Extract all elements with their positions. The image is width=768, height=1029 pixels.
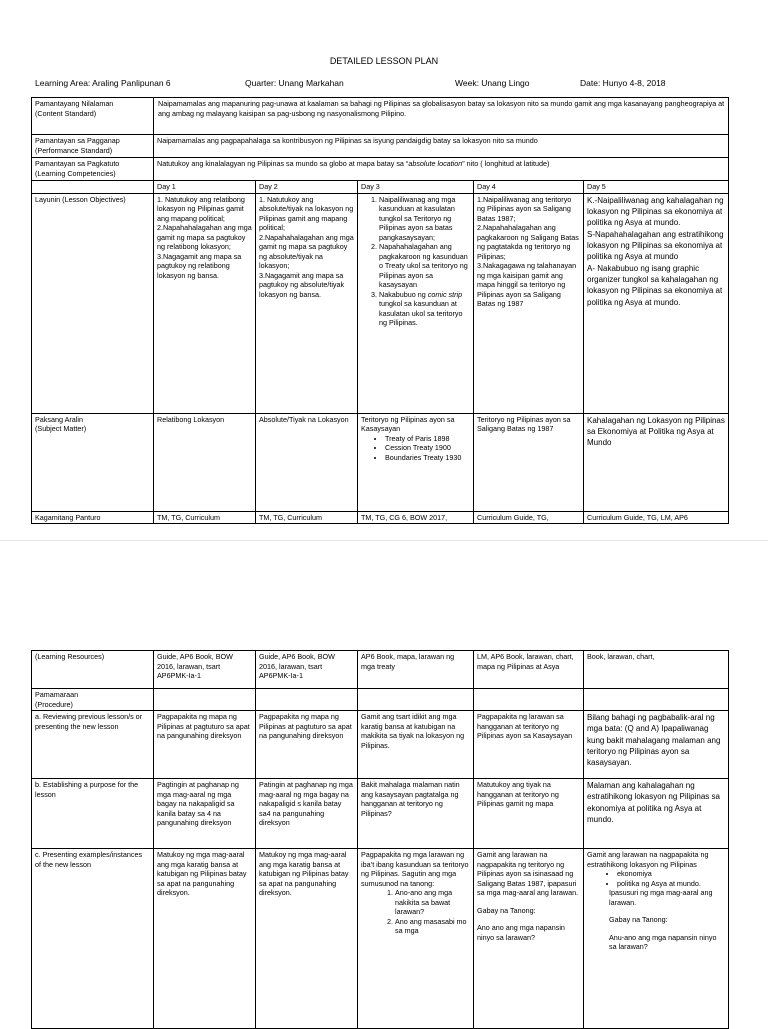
blank-cell — [32, 181, 154, 194]
objectives-day-5: K.-Naipaliliwanag ang kahalagahan ng lokasyon ng Pilipinas sa ekonomiya at politika ng Asya at mundo. S-Napahahalagahan ang estratihikong lokasyon ng Pilipinas sa ekonomiya at politika ng Asya at mundo A- Nakabubuo ng isang graphic organizer tungkol sa kahalagahan ng lokasyon ng Pilipinas sa ekonomiya at politika ng Asya at mundo. — [584, 193, 729, 413]
purpose-day-1: Pagtingin at paghanap ng mga mag-aaral ng mga bagay na nakapaligid sa kanila batay sa 4 na pangunahing direksyon — [154, 779, 256, 849]
presenting-day-4 — [474, 849, 584, 1029]
day-header-1: Day 1 — [154, 181, 256, 194]
performance-standard-label: Pamantayan sa Pagganap (Performance Standard) — [32, 135, 154, 158]
resources-day-4: Curriculum Guide, TG, — [474, 511, 584, 524]
review-row — [32, 711, 729, 779]
presenting-day-1: Matukoy ng mga mag-aaral ang mga karatig bansa at katubigan ng Pilipinas batay sa apat na pangunahing direksyon. — [154, 849, 256, 1029]
resources-day-3: AP6 Book, mapa, larawan ng mga treaty — [358, 651, 474, 689]
subject-matter-day-1: Relatibong Lokasyon — [154, 413, 256, 511]
review-label: a. Reviewing previous lesson/s or presenting the new lesson — [32, 711, 154, 779]
table-row — [32, 98, 729, 135]
purpose-label: b. Establishing a purpose for the lesson — [32, 779, 154, 849]
list-item: • politika ng Asya at mundo. — [617, 879, 725, 889]
resources-day-1: Guide, AP6 Book, BOW 2016, larawan, tsart AP6PMK-Ia-1 — [154, 651, 256, 689]
procedure-row — [32, 689, 729, 711]
presenting-day-3-text: Pagpapakita ng mga larawan ng iba’t ibang kasunduan sa teritoryo ng Pilipinas. Sagutin ang mga sumusunod na tanong: — [361, 850, 469, 888]
resources-day-5: Book, larawan, chart, — [584, 651, 729, 689]
resources-row — [32, 511, 729, 524]
objectives-label: Layunin (Lesson Objectives) — [32, 193, 154, 413]
presenting-day-2: Matukoy ng mga mag-aaral ang mga karatig bansa at katubigan ng Pilipinas batay sa apat na pangunahing direksyon. — [256, 849, 358, 1029]
objectives-day-1: 1. Natutukoy ang relatibong lokasyon ng Pilipinas gamit ang mapang political; 2.Napahahalagahan ang mga gamit ng mapa sa pagtukoy ng relatibong lokasyon; 3.Nagagamit ang mapa sa pagtukoy ng relatibong lokasyon ng bansa. — [154, 193, 256, 413]
subject-matter-day-4: Teritoryo ng Pilipinas ayon sa Saligang Batas ng 1987 — [474, 413, 584, 511]
list-item: 2. Napahahalagahan ang pagkakaroon ng kasunduan o Treaty ukol sa teritoryo ng Pilipinas ayon sa kasaysayan — [379, 242, 470, 290]
presenting-day-3 — [358, 849, 474, 1029]
objectives-day-3 — [358, 193, 474, 413]
blank-cell — [474, 689, 584, 711]
learning-competencies-text — [154, 158, 729, 181]
table-row — [32, 135, 729, 158]
list-item: • ekonomiya — [617, 869, 725, 879]
competency-text-italic: absolute location — [408, 159, 463, 168]
objectives-day-3-list — [361, 195, 470, 328]
objectives-day-4: 1.Naipaliliwanag ang teritoryo ng Pilipinas ayon sa Saligang Batas 1987; 2.Napahahalagahan ang pagkakaroon ng Saligang Batas ng pagtatakda ng teritoryo ng Pilipinas; 3.Nakagagawa ng talahanayan ng mga kaisipan gamit ang mapa hinggil sa teritoryo ng Pilipinas ayon sa Saligang Batas ng 1987 — [474, 193, 584, 413]
presenting-day-5-text: Gamit ang larawan na nagpapakita ng estratihikong lokasyon ng Pilipinas — [587, 850, 709, 869]
list-item-italic: comic strip — [427, 289, 463, 299]
subject-matter-day-2: Absolute/Tiyak na Lokasyon — [256, 413, 358, 511]
list-item: 1. Naipaliliwanag ang mga kasunduan at kasulatan tungkol sa Teritoryo ng Pilipinas ayon sa batas pangkasaysayan; — [379, 195, 470, 243]
day-header-4: Day 4 — [474, 181, 584, 194]
presenting-label: c. Presenting examples/instances of the new lesson — [32, 849, 154, 1029]
document-page-2 — [0, 540, 768, 1025]
list-item: 1. Ano-ano ang mga nakikita sa bawat larawan? — [395, 888, 470, 917]
review-day-2: Pagpapakita ng mapa ng Pilipinas at pagtuturo sa apat na pangunahing direksyon — [256, 711, 358, 779]
procedure-label: Pamamaraan (Procedure) — [32, 689, 154, 711]
presenting-row — [32, 849, 729, 1029]
learning-area: Learning Area: Araling Panlipunan 6 — [35, 78, 171, 88]
blank-cell — [256, 689, 358, 711]
learning-competencies-label: Pamantayan sa Pagkatuto (Learning Competencies) — [32, 158, 154, 181]
purpose-day-2: Patingin at paghanap ng mga mag-aaral ng mga bagay na nakapaligid s kanila batay sa4 na pangunahing direksyon — [256, 779, 358, 849]
purpose-row — [32, 779, 729, 849]
resources-day-2: Guide, AP6 Book, BOW 2016, larawan, tsart AP6PMK-Ia-1 — [256, 651, 358, 689]
table-row — [32, 158, 729, 181]
day-header-3: Day 3 — [358, 181, 474, 194]
topics-list — [587, 869, 725, 888]
week: Week: Unang Lingo — [455, 78, 530, 88]
resources-day-4: LM, AP6 Book, larawan, chart, mapa ng Pilipinas at Asya — [474, 651, 584, 689]
lesson-plan-table-page-2 — [31, 650, 729, 1029]
list-item: • Cession Treaty 1900 — [385, 443, 470, 453]
guide-question-heading: Gabay na Tanong: — [477, 905, 536, 915]
resources-day-1: TM, TG, Curriculum — [154, 511, 256, 524]
content-standard-text: Naipamamalas ang mapanuring pag-unawa at kaalaman sa bahagi ng Pilipinas sa globalisasyon batay sa lokasyon nito sa mundo gamit ang mga kasanayang pangheograpiya at ang ambag ng malayang kaisipan sa pag-usbong ng nasyonalismong Pilipino. — [154, 98, 729, 135]
subject-matter-day-3-title: Teritoryo ng Pilipinas ayon sa Kasaysayan — [361, 414, 455, 433]
list-item: • Treaty of Paris 1898 — [385, 434, 470, 444]
objectives-day-2: 1. Natutukoy ang absolute/tiyak na lokasyon ng Pilipinas gamit ang mapang political; 2.Napahahalagahan ang mga gamit ng mapa sa pagtukoy ng absolute/tiyak na lokasyon; 3.Nagagamit ang mapa sa pagtukoy ng absolute/tiyak lokasyon ng bansa. — [256, 193, 358, 413]
questions-list — [361, 888, 470, 936]
competency-text-start: Natutukoy ang kinalalagyan ng Pilipinas sa mundo sa globo at mapa batay sa “ — [157, 159, 409, 168]
treaty-list — [361, 434, 470, 463]
review-day-5: Bilang bahagi ng pagbabalik-aral ng mga bata: (Q and A) Ipapaliwanag kung bakit mahalagang malaman ang teritoryo ng Pilipinas ayon sa kasaysayan. — [584, 711, 729, 779]
purpose-day-4: Matutukoy ang tiyak na hangganan at teritoryo ng Pilipinas gamit ng mapa — [474, 779, 584, 849]
guide-question-heading: Gabay na Tanong: — [609, 915, 668, 924]
presenting-day-4-text: Gamit ang larawan na nagpapakita ng teritoryo ng Pilipinas ayon sa isinasaad ng Saligang Batas 1987, ipapasuri sa mga mag-aaral ang larawan. — [477, 850, 579, 897]
competency-text-end: ” nito ( longhitud at latitude) — [462, 159, 550, 168]
purpose-day-5: Malaman ang kahalagahan ng estratihikong lokasyon ng Pilipinas sa ekonomiya at politika ng Asya at mundo. — [584, 779, 729, 849]
content-standard-label: Pamantayang Nilalaman (Content Standard) — [32, 98, 154, 135]
resources-day-3: TM, TG, CG 6, BOW 2017, — [358, 511, 474, 524]
review-day-4: Pagpapakita ng larawan sa hangganan at teritoryo ng Pilipinas ayon sa Kasaysayan — [474, 711, 584, 779]
list-item-text: Nakabubuo ng — [379, 289, 428, 299]
document-title: DETAILED LESSON PLAN — [329, 56, 439, 66]
list-item — [379, 290, 470, 328]
lesson-plan-table-page-1 — [31, 97, 729, 524]
performance-standard-text: Naipamamalas ang pagpapahalaga sa kontribusyon ng Pilipinas sa isyung pandaigdig batay sa lokasyon nito sa mundo — [154, 135, 729, 158]
lesson-date: Date: Hunyo 4-8, 2018 — [580, 78, 666, 88]
subject-matter-day-5: Kahalagahan ng Lokasyon ng Pilipinas sa Ekonomiya at Politika ng Asya at Mundo — [584, 413, 729, 511]
day-header-2: Day 2 — [256, 181, 358, 194]
objectives-row — [32, 193, 729, 413]
resources-label: Kagamitang Panturo — [32, 511, 154, 524]
resources-row — [32, 651, 729, 689]
day-header-5: Day 5 — [584, 181, 729, 194]
blank-cell — [584, 689, 729, 711]
resources-day-5: Curriculum Guide, TG, LM, AP6 — [584, 511, 729, 524]
blank-cell — [154, 689, 256, 711]
blank-cell — [358, 689, 474, 711]
guide-question: Ano ano ang mga napansin ninyo sa larawan? — [477, 923, 565, 942]
list-item: 2. Ano ang masasabi mo sa mga — [395, 917, 470, 936]
review-day-3: Gamit ang tsart idikit ang mga karatig bansa at katubigan na makikita sa tiyak na lokasyon ng Pilipinas. — [358, 711, 474, 779]
presenting-day-5-instruction: Ipasusuri ng mga mag-aaral ang larawan. — [609, 888, 713, 907]
purpose-day-3: Bakit mahalaga malaman natin ang kasaysayan pagtatalga ng hangganan at teritoryo ng Pilipinas? — [358, 779, 474, 849]
resources-day-2: TM, TG, Curriculum — [256, 511, 358, 524]
subject-matter-day-3 — [358, 413, 474, 511]
resources-label: (Learning Resources) — [32, 651, 154, 689]
subject-matter-label: Paksang Aralin (Subject Matter) — [32, 413, 154, 511]
day-header-row — [32, 181, 729, 194]
list-item: • Boundaries Treaty 1930 — [385, 453, 470, 463]
guide-question: Anu-ano ang mga napansin ninyo sa larawan? — [609, 932, 717, 951]
subject-matter-row — [32, 413, 729, 511]
quarter: Quarter: Unang Markahan — [245, 78, 344, 88]
presenting-day-5 — [584, 849, 729, 1029]
list-item-text: tungkol sa kasunduan at kasulatan ukol sa teritoryo ng Pilipinas. — [379, 299, 463, 327]
review-day-1: Pagpapakita ng mapa ng Pilipinas at pagtuturo sa apat na pangunahing direksyon — [154, 711, 256, 779]
